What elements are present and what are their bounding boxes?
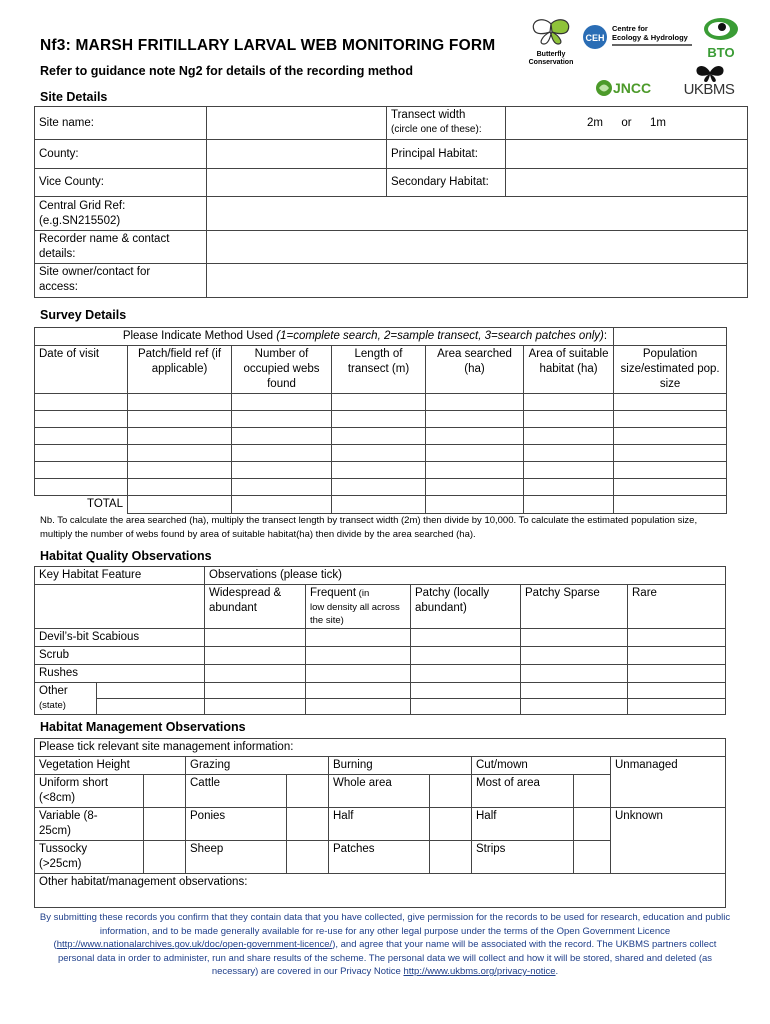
licence-link[interactable]: http://www.nationalarchives.gov.uk/doc/open-government-licence/ <box>56 939 333 950</box>
habitat-quality-table <box>34 566 726 715</box>
graze-ponies-label: Ponies <box>186 808 287 841</box>
survey-total-row <box>35 496 727 514</box>
cut-strips-tick[interactable] <box>574 841 611 874</box>
vice-county-field[interactable] <box>207 169 387 197</box>
graze-sheep-label: Sheep <box>186 841 287 874</box>
form-title: Nf3: MARSH FRITILLARY LARVAL WEB MONITORING FORM <box>40 37 496 54</box>
secondary-habitat-label: Secondary Habitat: <box>387 169 506 197</box>
col-patch-ref: Patch/field ref (if applicable) <box>128 346 232 394</box>
method-field[interactable] <box>614 328 727 346</box>
veg-uniform-tick[interactable] <box>144 775 186 808</box>
widespread-header: Widespread & abundant <box>205 585 306 629</box>
site-name-label: Site name: <box>35 107 207 140</box>
survey-table <box>34 327 727 514</box>
grid-ref-text: Central Grid Ref: <box>39 200 126 212</box>
cut-half-tick[interactable] <box>574 808 611 841</box>
secondary-habitat-field[interactable] <box>506 169 748 197</box>
circle-one-text: (circle one of these): <box>391 124 482 135</box>
veg-tussocky-sub: (>25cm) <box>39 858 82 870</box>
patchy-locally-header: Patchy (locally abundant) <box>411 585 521 629</box>
survey-row[interactable] <box>35 394 727 411</box>
total-length[interactable] <box>332 496 426 514</box>
col-vegetation-height: Vegetation Height <box>35 757 186 775</box>
habitat-row <box>35 629 726 647</box>
recorder-text-1: Recorder name & contact <box>39 233 170 245</box>
habitat-row <box>35 665 726 683</box>
owner-field[interactable] <box>207 264 748 298</box>
frequent-note-b: low density all across the site) <box>310 602 400 626</box>
ukbms-label: UKBMS <box>683 81 735 98</box>
habitat-quality-heading: Habitat Quality Observations <box>40 549 212 563</box>
key-feature-header: Key Habitat Feature <box>35 567 205 585</box>
survey-row[interactable] <box>35 462 727 479</box>
col-date: Date of visit <box>35 346 128 394</box>
col-webs-found: Number of occupied webs found <box>232 346 332 394</box>
other-observations-label: Other habitat/management observations: <box>39 876 248 888</box>
habitat-row-label: Scrub <box>35 647 205 665</box>
cut-strips-label: Strips <box>472 841 574 874</box>
calculation-note: Nb. To calculate the area searched (ha), multiply the transect length by transect width (2m) then divide by 10,000. To calculate the estimated population size, multiply the number of webs found by area of suitable habitat(ha) then divide by the area searched (ha). <box>40 515 698 540</box>
footer-text-2: ), and agree that your name will be associated with the record. The UKBMS partners collect personal data in order to administer, run and share results of the scheme. The personal data we will collect and how it will be stored, shared and deleted (as necessary) are covered in our Privacy Notice <box>57 939 717 977</box>
county-field[interactable] <box>207 140 387 169</box>
survey-header-row <box>35 346 727 394</box>
survey-row[interactable] <box>35 428 727 445</box>
burn-whole-label: Whole area <box>329 775 430 808</box>
survey-row[interactable] <box>35 445 727 462</box>
burn-half-tick[interactable] <box>430 808 472 841</box>
patchy-sparse-header: Patchy Sparse <box>521 585 628 629</box>
total-patch[interactable] <box>128 496 232 514</box>
unmanaged-option: Unmanaged <box>611 757 726 808</box>
other-observations-field[interactable] <box>35 874 726 908</box>
col-burning: Burning <box>329 757 472 775</box>
habitat-row-label: Devil’s-bit Scabious <box>35 629 205 647</box>
jncc-logo <box>594 78 664 98</box>
survey-row[interactable] <box>35 411 727 428</box>
ceh-logo <box>582 24 694 50</box>
veg-uniform-label <box>35 775 144 808</box>
privacy-statement <box>38 911 732 979</box>
graze-sheep-tick[interactable] <box>287 841 329 874</box>
total-population[interactable] <box>614 496 727 514</box>
col-transect-length: Length of transect (m) <box>332 346 426 394</box>
bto-label: BTO <box>707 45 735 60</box>
habitat-row <box>35 647 726 665</box>
habitat-other-row <box>35 683 726 715</box>
state-text: (state) <box>39 700 66 711</box>
veg-variable-text: Variable (8- <box>39 810 98 822</box>
grid-ref-field[interactable] <box>207 197 748 231</box>
cut-most-label: Most of area <box>472 775 574 808</box>
bto-logo <box>702 17 740 60</box>
ceh-line2: Ecology & Hydrology <box>612 32 688 42</box>
survey-details-heading: Survey Details <box>40 308 127 322</box>
veg-variable-sub: 25cm) <box>39 825 71 837</box>
veg-variable-tick[interactable] <box>144 808 186 841</box>
svg-text:CEH: CEH <box>585 33 605 43</box>
transect-width-label <box>387 107 506 140</box>
county-label: County: <box>35 140 207 169</box>
principal-habitat-field[interactable] <box>506 140 748 169</box>
footer-text-1: By submitting these records you confirm that they contain data that you have collected, give permission for the records to be used for research, education and public information, and to be made generally available for re-use for any other legal purpose under the terms of the Open Government Licence ( <box>39 912 731 950</box>
other-state-field[interactable] <box>97 683 205 715</box>
width-or-text: or <box>621 116 632 129</box>
col-population: Population size/estimated pop. size <box>614 346 727 394</box>
total-habitat[interactable] <box>524 496 614 514</box>
footer-text-3: . <box>555 966 559 977</box>
transect-width-text: Transect width <box>391 109 466 121</box>
graze-ponies-tick[interactable] <box>287 808 329 841</box>
col-grazing: Grazing <box>186 757 329 775</box>
method-prompt <box>35 328 614 346</box>
ceh-line1: Centre for <box>612 24 648 33</box>
col-area-searched: Area searched (ha) <box>426 346 524 394</box>
veg-tussocky-tick[interactable] <box>144 841 186 874</box>
privacy-notice-link[interactable]: http://www.ukbms.org/privacy-notice <box>403 966 556 977</box>
owner-label <box>35 264 207 298</box>
principal-habitat-label: Principal Habitat: <box>387 140 506 169</box>
management-prompt: Please tick relevant site management information: <box>35 739 726 757</box>
ukbms-butterfly-icon <box>694 64 726 82</box>
jncc-label: JNCC <box>613 80 652 96</box>
ceh-globe-icon <box>582 24 610 50</box>
col-cut-mown: Cut/mown <box>472 757 611 775</box>
frequent-text: Frequent <box>310 587 357 599</box>
vice-county-label: Vice County: <box>35 169 207 197</box>
burn-patches-tick[interactable] <box>430 841 472 874</box>
width-2m-option[interactable]: 2m <box>586 116 603 129</box>
key-feature-blank <box>35 585 205 629</box>
cut-most-tick[interactable] <box>574 775 611 808</box>
bto-bird-icon <box>702 17 740 41</box>
cut-half-label: Half <box>472 808 574 841</box>
owner-text-2: access: <box>39 281 78 293</box>
method-prefix: Please Indicate Method Used <box>122 330 277 342</box>
site-name-field[interactable] <box>207 107 387 140</box>
width-1m-option[interactable]: 1m <box>650 116 666 129</box>
rare-header: Rare <box>628 585 726 629</box>
jncc-leaf-icon <box>594 78 614 98</box>
total-area[interactable] <box>426 496 524 514</box>
method-options: (1=complete search, 2=sample transect, 3=search patches only) <box>276 330 604 342</box>
ceh-tagline-line <box>612 44 692 46</box>
habitat-row-label: Rushes <box>35 665 205 683</box>
butterfly-conservation-label: Butterfly Conservation <box>528 51 574 66</box>
survey-row[interactable] <box>35 479 727 496</box>
transect-width-options <box>506 107 748 140</box>
total-label: TOTAL <box>35 496 128 514</box>
veg-variable-label <box>35 808 144 841</box>
method-suffix: : <box>603 330 608 342</box>
grid-ref-example: (e.g.SN215502) <box>39 215 121 227</box>
burn-half-label: Half <box>329 808 430 841</box>
veg-uniform-sub: (<8cm) <box>39 792 76 804</box>
form-subtitle: Refer to guidance note Ng2 for details of the recording method <box>40 64 413 78</box>
other-text: Other <box>39 685 68 697</box>
graze-cattle-label: Cattle <box>186 775 287 808</box>
butterfly-conservation-logo <box>526 18 576 66</box>
habitat-management-table <box>34 738 726 908</box>
butterfly-icon <box>526 18 576 46</box>
recorder-text-2: details: <box>39 248 76 260</box>
burn-patches-label: Patches <box>329 841 430 874</box>
frequent-header <box>306 585 411 629</box>
graze-cattle-tick[interactable] <box>287 775 329 808</box>
other-label <box>35 683 97 715</box>
site-details-heading: Site Details <box>40 90 108 104</box>
habitat-management-heading: Habitat Management Observations <box>40 720 246 734</box>
ukbms-logo <box>678 64 740 100</box>
recorder-label <box>35 231 207 264</box>
burn-whole-tick[interactable] <box>430 775 472 808</box>
grid-ref-label <box>35 197 207 231</box>
veg-tussocky-label <box>35 841 144 874</box>
owner-text-1: Site owner/contact for <box>39 266 151 278</box>
col-suitable-habitat: Area of suitable habitat (ha) <box>524 346 614 394</box>
recorder-field[interactable] <box>207 231 748 264</box>
total-webs[interactable] <box>232 496 332 514</box>
veg-tussocky-text: Tussocky <box>39 843 88 855</box>
unknown-option: Unknown <box>611 808 726 874</box>
veg-uniform-text: Uniform short <box>39 777 109 789</box>
observations-header: Observations (please tick) <box>205 567 726 585</box>
frequent-note-a: (in <box>356 588 370 599</box>
site-details-table <box>34 106 748 298</box>
